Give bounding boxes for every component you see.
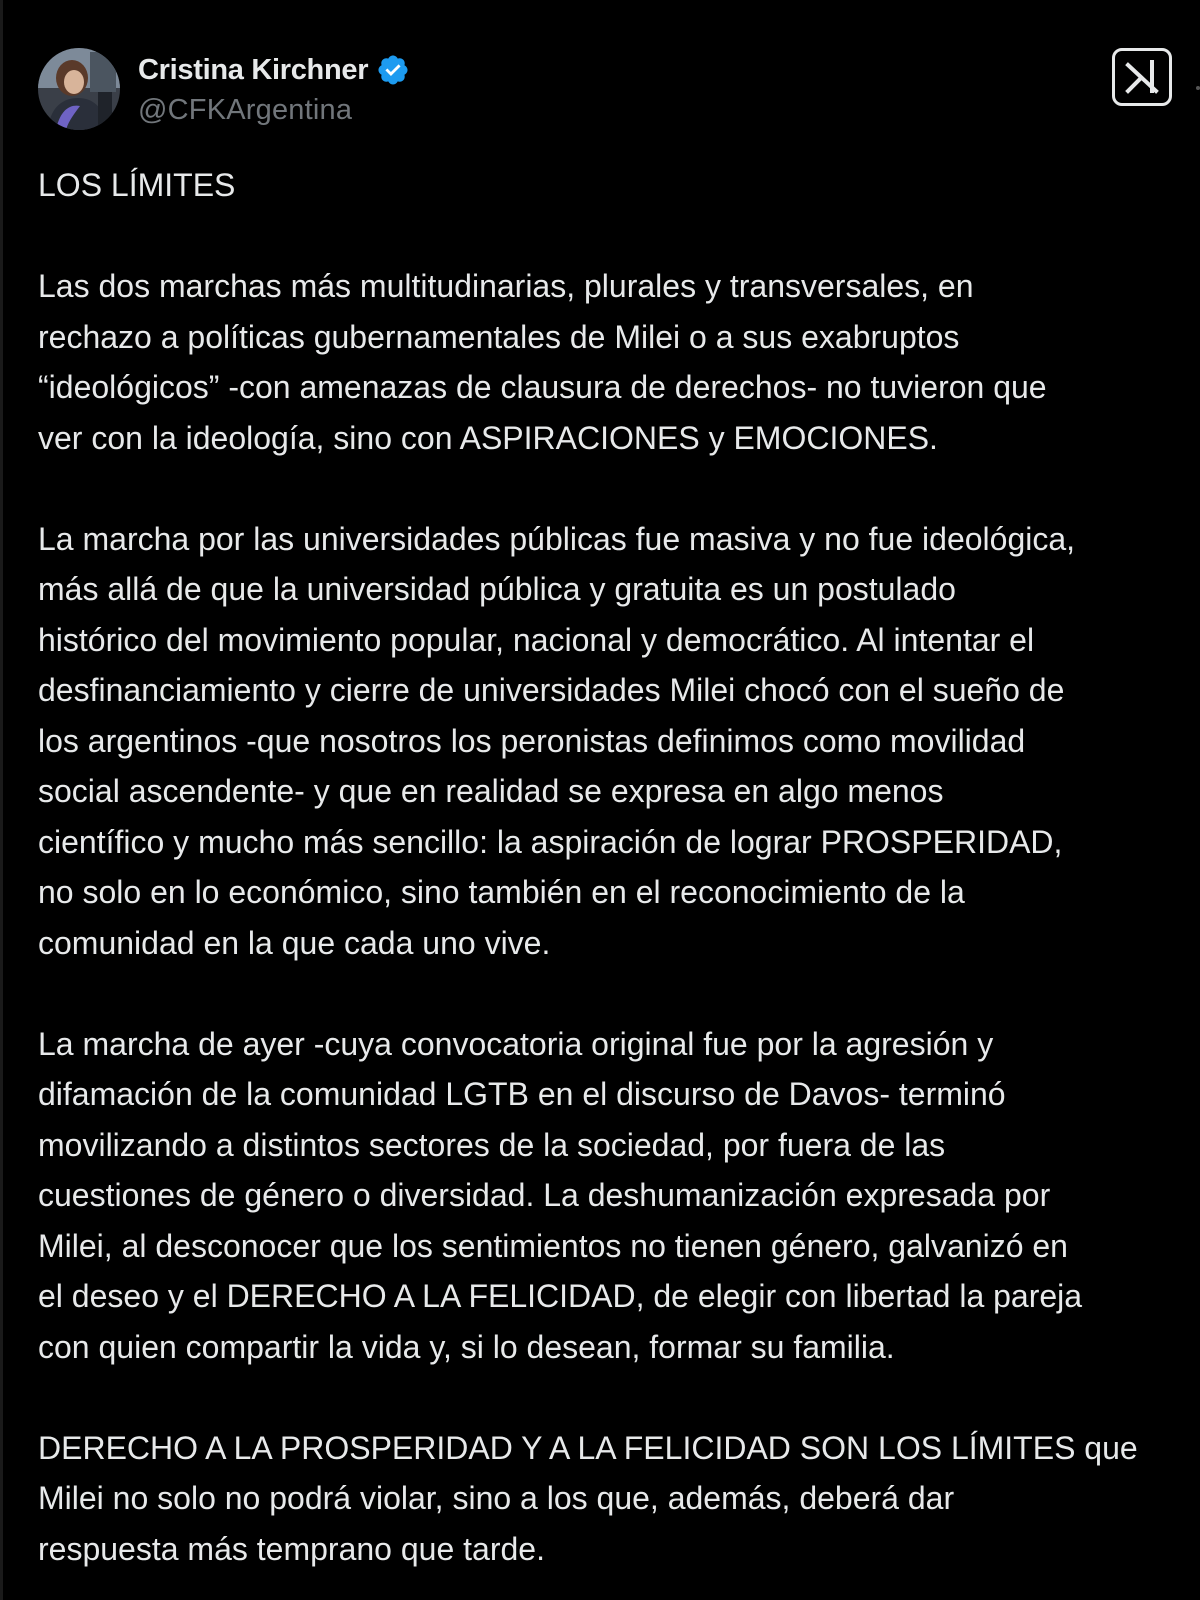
paragraph-1	[38, 261, 1200, 463]
tweet-header	[38, 48, 1178, 132]
paragraph-3	[38, 1019, 1200, 1373]
paragraph-line: DERECHO A LA PROSPERIDAD Y A LA FELICIDAD SON LOS LÍMITES que	[38, 1429, 1138, 1466]
paragraph-line: los argentinos -que nosotros los peronistas definimos como movilidad	[38, 722, 1026, 759]
paragraph-line: Milei no solo no podrá violar, sino a los que, además, deberá dar	[38, 1480, 955, 1516]
avatar[interactable]	[38, 48, 120, 130]
paragraph-line: comunidad en la que cada uno vive.	[38, 924, 551, 961]
paragraph-line: histórico del movimiento popular, nacional y democrático. Al intentar el	[38, 621, 1035, 658]
paragraph-line: “ideológicos” -con amenazas de clausura de derechos- no tuvieron que	[38, 369, 1047, 405]
paragraph-line: La marcha por las universidades públicas fue masiva y no fue ideológica,	[38, 520, 1076, 557]
paragraph-line: científico y mucho más sencillo: la aspiración de lograr PROSPERIDAD,	[38, 823, 1063, 860]
paragraph-line: movilizando a distintos sectores de la sociedad, por fuera de las	[38, 1126, 946, 1163]
avatar-image	[38, 48, 120, 130]
grok-icon	[1122, 57, 1162, 97]
author-names	[138, 50, 410, 127]
paragraph-line: el deseo y el DERECHO A LA FELICIDAD, de elegir con libertad la pareja	[38, 1278, 1083, 1314]
display-name[interactable]: Cristina Kirchner	[138, 53, 369, 86]
paragraph-line: más allá de que la universidad pública y gratuita es un postulado	[38, 571, 956, 607]
verified-badge-icon	[376, 53, 410, 87]
paragraph-line: La marcha de ayer -cuya convocatoria original fue por la agresión y	[38, 1025, 994, 1062]
tweet-body	[38, 160, 1200, 1600]
paragraph-line: social ascendente- y que en realidad se expresa en algo menos	[38, 773, 944, 809]
left-border	[0, 0, 3, 1600]
author-handle[interactable]: @CFKArgentina	[138, 94, 353, 126]
paragraph-line: con quien compartir la vida y, si lo desean, formar su familia.	[38, 1328, 895, 1365]
paragraph-line: cuestiones de género o diversidad. La deshumanización expresada por	[38, 1177, 1051, 1213]
paragraph-line: desfinanciamiento y cierre de universidades Milei chocó con el sueño de	[38, 672, 1065, 708]
paragraph-line: respuesta más temprano que tarde.	[38, 1530, 545, 1567]
paragraph-line: ver con la ideología, sino con ASPIRACIONES y EMOCIONES.	[38, 419, 938, 456]
paragraph-2	[38, 514, 1200, 969]
more-dot-icon	[1196, 86, 1200, 90]
paragraph-line: rechazo a políticas gubernamentales de Milei o a sus exabruptos	[38, 318, 960, 355]
paragraph-line: Milei, al desconocer que los sentimientos no tienen género, galvanizó en	[38, 1227, 1068, 1264]
paragraph-line: no solo en lo económico, sino también en el reconocimiento de la	[38, 874, 965, 910]
post-title-paragraph	[38, 160, 1200, 211]
post-title: LOS LÍMITES	[38, 167, 236, 203]
display-name-row	[138, 50, 410, 90]
paragraph-line: difamación de la comunidad LGTB en el discurso de Davos- terminó	[38, 1076, 1006, 1112]
paragraph-4	[38, 1423, 1200, 1575]
grok-button[interactable]	[1112, 48, 1172, 106]
paragraph-line: Las dos marchas más multitudinarias, plurales y transversales, en	[38, 268, 974, 304]
